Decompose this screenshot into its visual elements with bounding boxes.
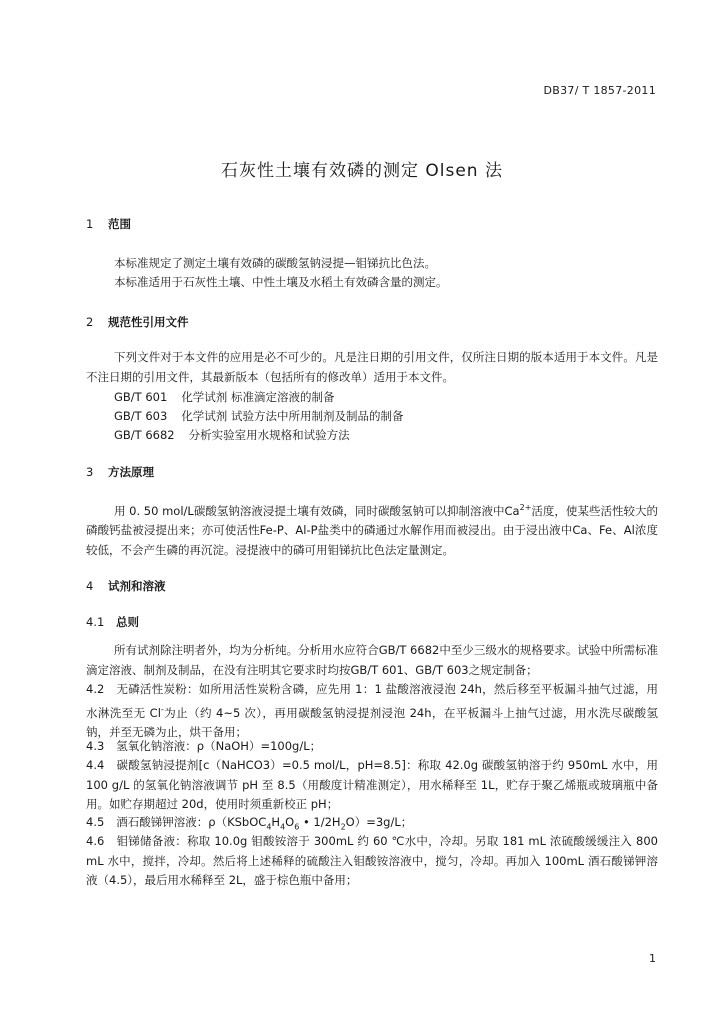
section-title: 范围 [108,217,131,231]
item-number: 4.5 [86,815,105,829]
document-title: 石灰性土壤有效磷的测定 Olsen 法 [220,161,503,181]
reference-item [114,408,403,424]
method-principle-paragraph [86,498,658,560]
item-text: H [271,815,281,829]
reference-name: 化学试剂 试验方法中所用制剂及制品的制备 [181,409,404,423]
item-4-3 [86,737,658,757]
item-text: 氢氧化钠溶液：ρ（NaOH）=100g/L； [116,739,322,753]
item-text: • 1/2H [299,815,341,829]
section-number: 3 [86,465,94,479]
reference-code: GB/T 6682 [114,428,175,442]
section-title: 方法原理 [108,465,154,479]
subscript: 6 [294,822,300,832]
reference-item [114,427,350,443]
section-1-heading [86,216,131,232]
item-number: 4.6 [86,834,105,848]
references-intro: 下列文件对于本文件的应用是必不可少的。凡是注日期的引用文件，仅所注日期的版本适用于本文件。凡是不注日期的引用文件，其最新版本（包括所有的修改单）适用于本文件。 [86,350,658,384]
subsection-title: 总则 [116,615,139,629]
superscript: - [160,704,164,714]
scope-line-1: 本标准规定了测定土壤有效磷的碳酸氢钠浸提—钼锑抗比色法。 [114,256,436,270]
section-title: 试剂和溶液 [108,579,166,593]
item-text: 碳酸氢钠浸提剂[c（NaHCO3）=0.5 mol/L，pH=8.5]：称取 42.0g 碳酸氢钠溶于约 950mL 水中，用 100 g/L 的氢氧化钠溶液调节 pH 至 8.5（用酸度计精准测定），用水稀释至 1L，贮存于聚乙烯瓶或玻璃瓶中备用。如贮存期超过 20d，使用时须重新校正 pH； [86,758,658,811]
reference-code: GB/T 603 [114,409,168,423]
principle-text-b: 活度，使某些活性较大的磷酸钙盐被浸提出来；亦可使活性Fe-P、Al-P盐类中的磷通过水解作用而被浸出。由于浸出液中Ca、Fe、Al浓度较低，不会产生磷的再沉淀。浸提液中的磷可用钼锑抗比色法定量测定。 [86,503,658,557]
subsection-number: 4.1 [86,615,105,629]
item-text: O）=3g/L； [345,815,413,829]
principle-text-a: 用 0. 50 mol/L碳酸氢钠溶液浸提土壤有效磷，同时碳酸氢钠可以抑制溶液中Ca [114,503,520,518]
reference-name: 化学试剂 标准滴定溶液的制备 [181,390,335,404]
subscript: 4 [266,822,272,832]
item-number: 4.4 [86,758,105,772]
item-number: 4.3 [86,739,105,753]
general-paragraph: 所有试剂除注明者外，均为分析纯。分析用水应符合GB/T 6682中至少三级水的规格要求。试验中所需标准滴定溶液、制剂及制品，在没有注明其它要求时均按GB/T 601、GB/T 603之规定制备； [86,643,658,677]
reference-name: 分析实验室用水规格和试验方法 [188,428,350,442]
reference-code: GB/T 601 [114,390,168,404]
section-3-heading [86,464,154,480]
page-number: 1 [649,952,656,965]
item-text: 无磷活性炭粉：如所用活性炭粉含磷，应先用 1：1 盐酸溶液浸泡 24h，然后移至平板漏斗抽气过滤，用水淋洗至无 Cl [86,682,658,720]
item-text: O [285,815,295,829]
reference-item [114,389,334,405]
item-text: 酒石酸锑钾溶液：ρ（KSbOC [116,815,267,829]
subsection-4-1-heading [86,614,139,630]
standard-code: DB37/ T 1857-2011 [543,84,656,97]
item-number: 4.2 [86,682,105,696]
item-text-cont: 为止（约 4~5 次），再用碳酸氢钠浸提剂浸泡 24h，在平板漏斗上抽气过滤，用水洗尽碳酸氢钠，并至无磷为止，烘干备用； [86,705,658,739]
subscript: 2 [340,822,346,832]
section-2-heading [86,314,189,330]
item-text: 钼锑储备液：称取 10.0g 钼酸铵溶于 300mL 约 60 ℃水中，冷却。另取 181 mL 浓硫酸缓缓注入 800 mL 水中，搅拌，冷却。然后将上述稀释的硫酸注入钼酸铵溶液中，搅匀，冷却。再加入 100mL 酒石酸锑钾溶液（4.5），最后用水稀释至 2L，盛于棕色瓶中备用； [86,834,658,887]
section-number: 2 [86,315,94,329]
section-number: 1 [86,217,94,231]
subscript: 4 [280,822,286,832]
section-4-heading [86,578,166,594]
item-4-4 [86,756,658,815]
section-title: 规范性引用文件 [108,315,189,329]
item-4-2 [86,680,658,742]
scope-line-2: 本标准适用于石灰性土壤、中性土壤及水稻土有效磷含量的测定。 [114,275,448,289]
section-number: 4 [86,579,94,593]
superscript: 2+ [519,503,532,512]
item-4-6 [86,832,658,891]
